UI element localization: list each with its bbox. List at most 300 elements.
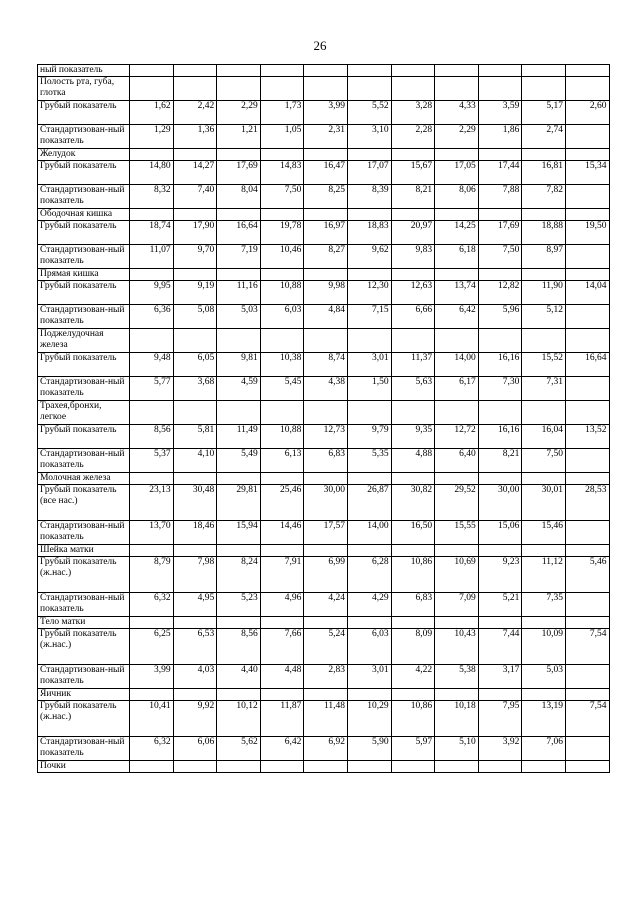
table-cell: 5,62 xyxy=(217,737,261,761)
table-cell xyxy=(304,401,348,425)
table-cell: 18,83 xyxy=(347,221,391,245)
section-row xyxy=(38,473,610,485)
table-cell: 13,70 xyxy=(130,521,174,545)
table-cell: 12,30 xyxy=(347,281,391,305)
table-cell xyxy=(391,473,435,485)
table-row xyxy=(38,701,610,737)
table-cell: 8,21 xyxy=(478,449,522,473)
table-cell xyxy=(217,329,261,353)
statistics-table xyxy=(37,64,610,773)
table-cell xyxy=(347,329,391,353)
row-label: Стандартизован-ный показатель xyxy=(38,665,130,689)
table-cell: 9,83 xyxy=(391,245,435,269)
table-cell: 19,78 xyxy=(260,221,304,245)
table-cell: 16,16 xyxy=(478,425,522,449)
table-cell xyxy=(260,545,304,557)
table-cell: 3,28 xyxy=(391,101,435,125)
table-cell: 10,18 xyxy=(435,701,479,737)
table-cell: 4,22 xyxy=(391,665,435,689)
table-cell: 3,01 xyxy=(347,665,391,689)
table-cell xyxy=(130,689,174,701)
table-cell: 11,12 xyxy=(522,557,566,593)
table-cell: 7,54 xyxy=(565,629,609,665)
table-cell: 2,74 xyxy=(522,125,566,149)
table-cell xyxy=(391,77,435,101)
table-cell xyxy=(522,617,566,629)
table-cell: 1,50 xyxy=(347,377,391,401)
table-cell: 8,04 xyxy=(217,185,261,209)
table-cell: 10,38 xyxy=(260,353,304,377)
table-cell: 10,46 xyxy=(260,245,304,269)
table-row xyxy=(38,185,610,209)
table-cell: 10,86 xyxy=(391,701,435,737)
table-cell: 9,62 xyxy=(347,245,391,269)
table-cell: 9,48 xyxy=(130,353,174,377)
table-row xyxy=(38,449,610,473)
table-cell xyxy=(304,761,348,773)
row-label: Стандартизован-ный показатель xyxy=(38,305,130,329)
table-cell xyxy=(260,689,304,701)
table-cell xyxy=(391,689,435,701)
table-cell: 14,00 xyxy=(435,353,479,377)
section-row xyxy=(38,617,610,629)
table-cell xyxy=(347,617,391,629)
table-cell: 12,72 xyxy=(435,425,479,449)
table-cell: 16,81 xyxy=(522,161,566,185)
section-row xyxy=(38,401,610,425)
table-cell xyxy=(217,401,261,425)
table-cell xyxy=(391,401,435,425)
table-cell: 5,96 xyxy=(478,305,522,329)
table-cell xyxy=(173,209,217,221)
table-cell: 1,86 xyxy=(478,125,522,149)
table-row xyxy=(38,485,610,521)
table-cell: 26,87 xyxy=(347,485,391,521)
table-cell xyxy=(304,65,348,77)
table-cell xyxy=(435,329,479,353)
table-cell: 5,03 xyxy=(522,665,566,689)
row-label: Грубый показатель xyxy=(38,281,130,305)
table-cell xyxy=(478,401,522,425)
table-cell: 6,28 xyxy=(347,557,391,593)
table-cell: 11,37 xyxy=(391,353,435,377)
table-cell xyxy=(391,65,435,77)
table-cell xyxy=(217,761,261,773)
table-cell: 17,05 xyxy=(435,161,479,185)
section-title: Поджелудочная железа xyxy=(38,329,130,353)
table-cell: 5,24 xyxy=(304,629,348,665)
table-cell: 30,48 xyxy=(173,485,217,521)
table-cell: 5,37 xyxy=(130,449,174,473)
row-label: Стандартизован-ный показатель xyxy=(38,377,130,401)
table-cell: 7,40 xyxy=(173,185,217,209)
table-cell: 3,01 xyxy=(347,353,391,377)
page-number: 26 xyxy=(313,38,327,53)
table-cell xyxy=(217,689,261,701)
table-cell xyxy=(217,269,261,281)
table-cell xyxy=(347,761,391,773)
table-cell xyxy=(304,149,348,161)
table-row xyxy=(38,737,610,761)
table-cell xyxy=(260,761,304,773)
table-cell xyxy=(173,473,217,485)
row-label: Грубый показатель (ж.нас.) xyxy=(38,701,130,737)
table-cell: 5,38 xyxy=(435,665,479,689)
table-cell: 8,09 xyxy=(391,629,435,665)
table-cell xyxy=(130,401,174,425)
table-cell: 7,15 xyxy=(347,305,391,329)
table-cell: 7,91 xyxy=(260,557,304,593)
table-cell xyxy=(391,269,435,281)
table-cell xyxy=(304,545,348,557)
table-cell xyxy=(130,761,174,773)
table-cell: 30,01 xyxy=(522,485,566,521)
table-cell: 25,46 xyxy=(260,485,304,521)
table-cell xyxy=(565,65,609,77)
table-cell xyxy=(478,689,522,701)
table-cell: 5,08 xyxy=(173,305,217,329)
table-cell: 17,69 xyxy=(217,161,261,185)
table-cell xyxy=(173,761,217,773)
table-cell xyxy=(565,305,609,329)
table-cell: 6,53 xyxy=(173,629,217,665)
table-cell: 7,66 xyxy=(260,629,304,665)
table-cell: 9,70 xyxy=(173,245,217,269)
table-cell: 5,03 xyxy=(217,305,261,329)
table-cell: 7,44 xyxy=(478,629,522,665)
table-cell: 13,52 xyxy=(565,425,609,449)
table-row xyxy=(38,377,610,401)
row-label: Стандартизован-ный показатель xyxy=(38,125,130,149)
table-cell: 16,64 xyxy=(565,353,609,377)
section-title: Почки xyxy=(38,761,130,773)
section-title: Яичник xyxy=(38,689,130,701)
table-cell xyxy=(260,65,304,77)
table-cell xyxy=(304,689,348,701)
table-cell xyxy=(173,545,217,557)
table-cell xyxy=(391,209,435,221)
table-cell: 4,95 xyxy=(173,593,217,617)
table-cell xyxy=(565,761,609,773)
table-cell xyxy=(347,149,391,161)
table-cell xyxy=(391,329,435,353)
table-cell xyxy=(260,77,304,101)
table-cell xyxy=(260,617,304,629)
table-cell: 2,29 xyxy=(217,101,261,125)
table-row xyxy=(38,425,610,449)
table-row xyxy=(38,221,610,245)
table-cell: 1,73 xyxy=(260,101,304,125)
table-cell: 14,80 xyxy=(130,161,174,185)
table-cell: 5,21 xyxy=(478,593,522,617)
table-row xyxy=(38,65,610,77)
row-label: Грубый показатель xyxy=(38,161,130,185)
section-row xyxy=(38,689,610,701)
table-cell: 9,92 xyxy=(173,701,217,737)
table-cell xyxy=(435,545,479,557)
table-cell xyxy=(435,209,479,221)
section-title: Тело матки xyxy=(38,617,130,629)
table-cell xyxy=(522,77,566,101)
section-row xyxy=(38,149,610,161)
table-cell: 9,35 xyxy=(391,425,435,449)
table-cell: 4,40 xyxy=(217,665,261,689)
row-label: Грубый показатель xyxy=(38,101,130,125)
table-cell: 18,88 xyxy=(522,221,566,245)
table-cell: 8,56 xyxy=(217,629,261,665)
table-cell xyxy=(391,761,435,773)
table-cell: 8,56 xyxy=(130,425,174,449)
table-cell: 5,23 xyxy=(217,593,261,617)
table-cell xyxy=(478,761,522,773)
table-cell: 7,30 xyxy=(478,377,522,401)
section-row xyxy=(38,77,610,101)
table-cell: 11,87 xyxy=(260,701,304,737)
table-row xyxy=(38,125,610,149)
section-title: Трахея,бронхи, легкое xyxy=(38,401,130,425)
table-cell xyxy=(522,269,566,281)
table-cell: 8,39 xyxy=(347,185,391,209)
table-cell: 5,35 xyxy=(347,449,391,473)
table-cell xyxy=(522,545,566,557)
table-cell: 29,52 xyxy=(435,485,479,521)
table-cell: 13,74 xyxy=(435,281,479,305)
table-cell xyxy=(347,401,391,425)
table-cell: 2,28 xyxy=(391,125,435,149)
table-cell: 2,60 xyxy=(565,101,609,125)
table-cell: 5,90 xyxy=(347,737,391,761)
table-cell xyxy=(565,545,609,557)
table-cell: 4,33 xyxy=(435,101,479,125)
table-cell xyxy=(478,77,522,101)
table-cell xyxy=(260,269,304,281)
section-title: Ободочная кишка xyxy=(38,209,130,221)
table-cell: 9,95 xyxy=(130,281,174,305)
table-cell xyxy=(522,209,566,221)
table-cell xyxy=(435,269,479,281)
table-row xyxy=(38,281,610,305)
table-cell xyxy=(565,449,609,473)
table-cell: 8,32 xyxy=(130,185,174,209)
table-cell: 6,03 xyxy=(260,305,304,329)
table-cell: 16,04 xyxy=(522,425,566,449)
table-cell: 3,99 xyxy=(304,101,348,125)
row-label: Стандартизован-ный показатель xyxy=(38,521,130,545)
table-cell xyxy=(347,77,391,101)
table-cell xyxy=(478,545,522,557)
row-label: Грубый показатель (все нас.) xyxy=(38,485,130,521)
table-cell xyxy=(304,209,348,221)
table-cell xyxy=(522,329,566,353)
table-cell: 6,36 xyxy=(130,305,174,329)
table-cell xyxy=(478,329,522,353)
table-cell: 6,25 xyxy=(130,629,174,665)
table-cell: 4,88 xyxy=(391,449,435,473)
table-cell xyxy=(130,77,174,101)
table-cell xyxy=(304,269,348,281)
table-cell: 14,25 xyxy=(435,221,479,245)
section-row xyxy=(38,761,610,773)
table-cell: 6,32 xyxy=(130,737,174,761)
table-cell: 2,83 xyxy=(304,665,348,689)
row-label: Стандартизован-ный показатель xyxy=(38,737,130,761)
table-cell: 7,06 xyxy=(522,737,566,761)
table-cell: 9,19 xyxy=(173,281,217,305)
table-cell xyxy=(478,473,522,485)
table-cell: 7,50 xyxy=(478,245,522,269)
table-cell: 8,21 xyxy=(391,185,435,209)
table-cell: 14,00 xyxy=(347,521,391,545)
table-cell xyxy=(391,545,435,557)
table-cell: 7,50 xyxy=(522,449,566,473)
table-cell: 3,17 xyxy=(478,665,522,689)
table-cell xyxy=(173,149,217,161)
table-cell: 4,38 xyxy=(304,377,348,401)
table-cell xyxy=(565,521,609,545)
table-cell xyxy=(478,65,522,77)
table-cell: 7,88 xyxy=(478,185,522,209)
table-cell xyxy=(435,401,479,425)
table-cell: 6,06 xyxy=(173,737,217,761)
table-cell: 8,74 xyxy=(304,353,348,377)
table-cell: 5,77 xyxy=(130,377,174,401)
section-title: Полость рта, губа, глотка xyxy=(38,77,130,101)
table-cell: 15,52 xyxy=(522,353,566,377)
table-cell xyxy=(565,269,609,281)
table-cell: 5,10 xyxy=(435,737,479,761)
table-cell: 10,86 xyxy=(391,557,435,593)
table-cell: 15,06 xyxy=(478,521,522,545)
table-cell xyxy=(522,689,566,701)
table-cell: 4,59 xyxy=(217,377,261,401)
table-cell xyxy=(435,617,479,629)
table-row xyxy=(38,593,610,617)
table-cell xyxy=(565,401,609,425)
table-row xyxy=(38,665,610,689)
table-cell: 5,97 xyxy=(391,737,435,761)
table-cell xyxy=(565,737,609,761)
table-cell: 6,18 xyxy=(435,245,479,269)
table-cell xyxy=(391,149,435,161)
table-cell: 18,46 xyxy=(173,521,217,545)
table-cell: 10,29 xyxy=(347,701,391,737)
table-cell xyxy=(260,149,304,161)
table-cell: 3,59 xyxy=(478,101,522,125)
row-label: Грубый показатель (ж.нас.) xyxy=(38,557,130,593)
table-cell: 7,54 xyxy=(565,701,609,737)
table-cell: 30,82 xyxy=(391,485,435,521)
table-cell: 3,10 xyxy=(347,125,391,149)
table-cell xyxy=(522,401,566,425)
table-cell xyxy=(565,329,609,353)
table-cell xyxy=(565,125,609,149)
table-cell: 11,07 xyxy=(130,245,174,269)
row-label: Грубый показатель xyxy=(38,353,130,377)
row-label: Грубый показатель xyxy=(38,221,130,245)
table-cell xyxy=(217,617,261,629)
table-cell: 12,82 xyxy=(478,281,522,305)
table-cell: 1,36 xyxy=(173,125,217,149)
table-cell xyxy=(478,269,522,281)
table-cell: 2,42 xyxy=(173,101,217,125)
table-cell: 7,50 xyxy=(260,185,304,209)
table-cell xyxy=(130,149,174,161)
section-row xyxy=(38,545,610,557)
table-cell xyxy=(565,617,609,629)
table-cell: 16,50 xyxy=(391,521,435,545)
table-cell: 16,97 xyxy=(304,221,348,245)
table-cell: 10,12 xyxy=(217,701,261,737)
table-cell: 8,06 xyxy=(435,185,479,209)
section-title: Желудок xyxy=(38,149,130,161)
table-cell: 4,24 xyxy=(304,593,348,617)
table-cell: 3,92 xyxy=(478,737,522,761)
table-row xyxy=(38,101,610,125)
table-cell: 10,69 xyxy=(435,557,479,593)
table-cell xyxy=(435,65,479,77)
table-cell: 15,34 xyxy=(565,161,609,185)
section-row xyxy=(38,329,610,353)
table-cell: 17,90 xyxy=(173,221,217,245)
table-cell: 29,81 xyxy=(217,485,261,521)
table-cell xyxy=(522,761,566,773)
table-cell: 1,21 xyxy=(217,125,261,149)
table-row xyxy=(38,161,610,185)
table-cell: 6,42 xyxy=(260,737,304,761)
table-cell: 10,43 xyxy=(435,629,479,665)
table-cell: 30,00 xyxy=(478,485,522,521)
table-cell xyxy=(130,209,174,221)
table-row xyxy=(38,353,610,377)
table-cell xyxy=(478,149,522,161)
table-cell: 4,96 xyxy=(260,593,304,617)
table-cell: 3,99 xyxy=(130,665,174,689)
table-cell: 11,48 xyxy=(304,701,348,737)
table-cell xyxy=(478,617,522,629)
table-cell xyxy=(565,245,609,269)
table-cell: 17,69 xyxy=(478,221,522,245)
table-cell: 5,12 xyxy=(522,305,566,329)
row-label: ный показатель xyxy=(38,65,130,77)
table-cell xyxy=(347,65,391,77)
table-cell: 6,99 xyxy=(304,557,348,593)
table-cell: 6,17 xyxy=(435,377,479,401)
table-cell xyxy=(522,65,566,77)
table-cell: 23,13 xyxy=(130,485,174,521)
table-cell: 8,25 xyxy=(304,185,348,209)
row-label: Стандартизован-ный показатель xyxy=(38,449,130,473)
table-cell: 13,19 xyxy=(522,701,566,737)
table-cell: 6,40 xyxy=(435,449,479,473)
table-cell: 9,81 xyxy=(217,353,261,377)
table-cell xyxy=(565,377,609,401)
table-cell: 1,62 xyxy=(130,101,174,125)
table-cell xyxy=(130,65,174,77)
table-cell: 14,83 xyxy=(260,161,304,185)
table-cell xyxy=(304,617,348,629)
table-cell xyxy=(435,149,479,161)
table-cell xyxy=(217,149,261,161)
table-cell: 18,74 xyxy=(130,221,174,245)
row-label: Стандартизован-ный показатель xyxy=(38,185,130,209)
table-cell xyxy=(304,329,348,353)
table-cell: 4,10 xyxy=(173,449,217,473)
table-cell: 7,31 xyxy=(522,377,566,401)
table-cell: 7,82 xyxy=(522,185,566,209)
table-cell: 2,29 xyxy=(435,125,479,149)
row-label: Грубый показатель (ж.нас.) xyxy=(38,629,130,665)
table-cell: 8,27 xyxy=(304,245,348,269)
